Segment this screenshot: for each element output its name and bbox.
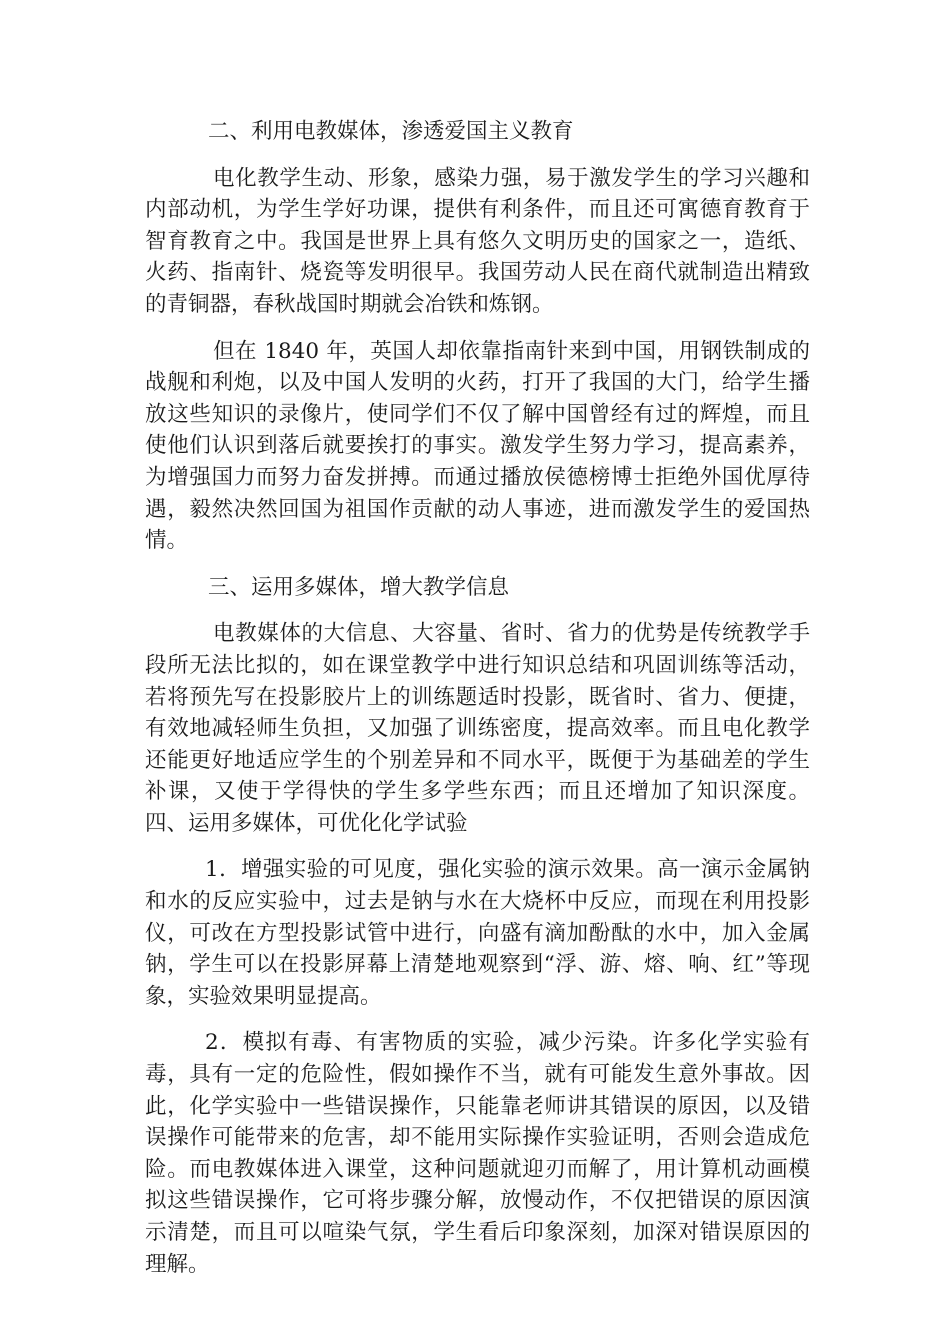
paragraph-item-1-visibility: 1．增强实验的可见度，强化实验的演示效果。高一演示金属钠和水的反应实验中，过去是钠与水在大烧杯中反应，而现在利用投影仪，可改在方型投影试管中进行，向盛有滴加酚酞的水中，加入金属钠，学生可以在投影屏幕上清楚地观察到“浮、游、熔、响、红”等现象，实验效果明显提高。: [145, 857, 810, 1009]
document-body: [145, 116, 810, 1295]
section-heading-multimedia: 三、运用多媒体，增大教学信息: [208, 574, 510, 600]
paragraph-multimedia-advantages: 电教媒体的大信息、大容量、省时、省力的优势是传统教学手段所无法比拟的，如在课堂教学中进行知识总结和巩固训练等活动，若将预先写在投影胶片上的训练题适时投影，既省时、省力、便捷，有效地减轻师生负担，又加强了训练密度，提高效率。而且电化教学还能更好地适应学生的个别差异和不同水平，既便于为基础差的学生补课，又使于学得快的学生多学些东西；而且还增加了知识深度。四、运用多媒体，可优化化学试验: [145, 621, 810, 836]
paragraph-electronic-teaching: 电化教学生动、形象，感染力强，易于激发学生的学习兴趣和内部动机，为学生学好功课，提供有利条件，而且还可寓德育教育于智育教育之中。我国是世界上具有悠久文明历史的国家之一，造纸、火药、指南针、烧瓷等发明很早。我国劳动人民在商代就制造出精致的青铜器，春秋战国时期就会冶铁和炼钢。: [145, 165, 810, 317]
section-heading-patriotism: 二、利用电教媒体，渗透爱国主义教育: [208, 119, 574, 144]
paragraph-item-2-simulation: 2．模拟有毒、有害物质的实验，减少污染。许多化学实验有毒，具有一定的危险性，假如操作不当，就有可能发生意外事故。因此，化学实验中一些错误操作，只能靠老师讲其错误的原因，以及错误操作可能带来的危害，却不能用实际操作实验证明，否则会造成危险。而电教媒体进入课堂，这种问题就迎刃而解了，用计算机动画模拟这些错误操作，它可将步骤分解，放慢动作，不仅把错误的原因演示清楚，而且可以喧染气氛，学生看后印象深刻，加深对错误原因的理解。: [145, 1030, 810, 1277]
paragraph-1840-history: 但在 1840 年，英国人却依靠指南针来到中国，用钢铁制成的战舰和利炮，以及中国人发明的火药，打开了我国的大门，给学生播放这些知识的录像片，使同学们不仅了解中国曾经有过的辉煌，而且使他们认识到落后就要挨打的事实。激发学生努力学习，提高素养，为增强国力而努力奋发拼搏。而通过播放侯德榜博士拒绝外国优厚待遇，毅然决然回国为祖国作贡献的动人事迹，进而激发学生的爱国热情。: [145, 338, 810, 554]
